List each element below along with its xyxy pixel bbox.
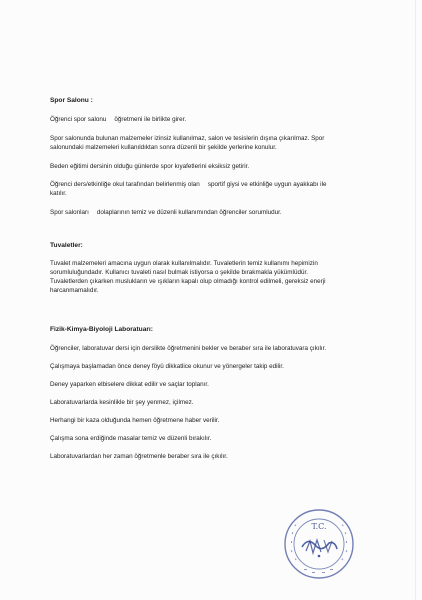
paragraph-line: Öğrenci ders/etkinliğe okul tarafından belirlenmiş olan sportif giysi ve etkinliğe uygun ayakkabı ile <box>50 181 327 188</box>
paragraph-line: Deney yaparken elbiselere dikkat edilir ve saçlar toplanır. <box>50 381 209 388</box>
paragraph-line: Öğrenci spor salonu öğretmeni ile birlikte girer. <box>50 116 187 123</box>
paragraph-line: Tuvaletlerden çıkarken muslukların ve ışıkların kapalı olup olmadığı kontrol edilmeli, gereksiz enerji <box>50 278 326 285</box>
paragraph-line: harcanmamalıdır. <box>50 287 99 294</box>
section-heading-laboratuar: Fizik-Kimya-Biyoloji Laboratuarı: <box>50 326 153 333</box>
section-heading-tuvaletler: Tuvaletler: <box>50 242 83 249</box>
paragraph-line: Laboratuvarlardan her zaman öğretmenle beraber sıra ile çıkılır. <box>50 453 228 460</box>
section-heading-spor-salonu: Spor Salonu : <box>50 97 93 104</box>
stamp-text: T.C. <box>311 522 327 531</box>
paragraph-line: katılır. <box>50 190 67 197</box>
scan-edge-line <box>415 0 416 600</box>
paragraph-line: Çalışma sona erdiğinde masalar temiz ve düzenli bırakılır. <box>50 435 212 442</box>
paragraph-line: Herhangi bir kaza olduğunda hemen öğretmene haber verilir. <box>50 417 220 424</box>
paragraph-line: Laboratuvarlarda kesinlikle bir şey yenmez, içilmez. <box>50 399 194 406</box>
paragraph-line: sorumluluğundadır. Kullanıcı tuvaleti nasıl bulmak istiyorsa o şekilde bırakmakla yükümlüdür. <box>50 269 308 276</box>
paragraph-line: Çalışmaya başlamadan önce deney föyü dikkatlice okunur ve yönergeler takip edilir. <box>50 363 284 370</box>
paragraph-line: Tuvalet malzemeleri amacına uygun olarak kullanılmalıdır. Tuvaletlerin temiz kullanımı hepimizin <box>50 260 318 267</box>
paragraph-line: Spor salonları dolaplarının temiz ve düzenli kullanımından öğrenciler sorumludur. <box>50 209 282 216</box>
paragraph-line: Beden eğitimi dersinin olduğu günlerde spor kıyafetlerini eksiksiz getirir. <box>50 163 250 170</box>
paragraph-line: Spor salonunda bulunan malzemeler izinsiz kullanılmaz, salon ve tesislerin dışına çıkarılmaz. Spor <box>50 135 325 142</box>
paragraph-line: salonundaki malzemeleri kullanıldıktan sonra düzenli bir şekilde yerlerine konulur. <box>50 144 277 151</box>
official-stamp <box>282 507 356 581</box>
paragraph-line: Öğrenciler, laboratuvar dersi için derslikte öğretmenini bekler ve beraber sıra ile laboratuvara çıkılır. <box>50 345 327 352</box>
